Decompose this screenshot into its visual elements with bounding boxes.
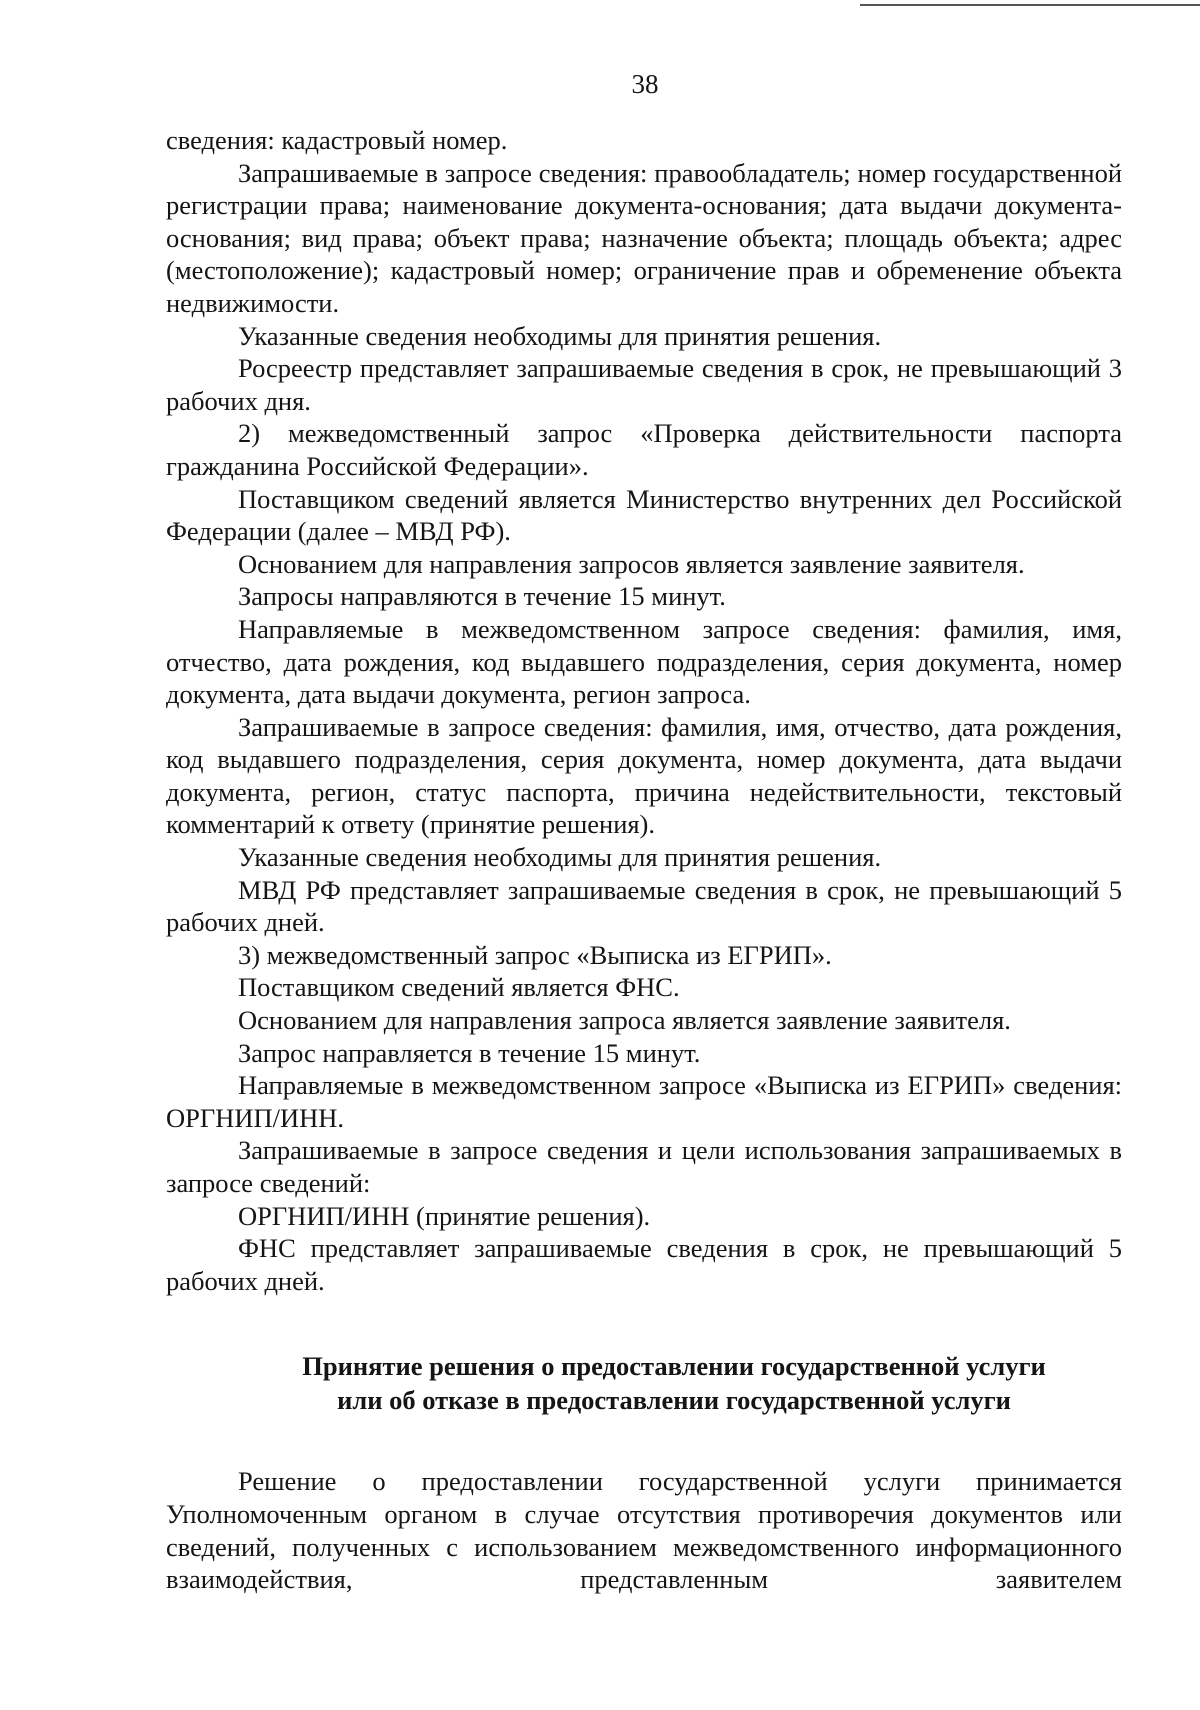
paragraph: Основанием для направления запроса является заявление заявителя. (238, 1005, 1011, 1036)
paragraph: Направляемые в межведомственном запросе сведения: фамилия, имя, отчество, дата рождения, код выдавшего подразделения, серия документа, номер документа, дата выдачи документа, регион запроса. (166, 613, 1122, 710)
paragraph: Запросы направляются в течение 15 минут. (238, 581, 726, 612)
paragraph: Указанные сведения необходимы для принятия решения. (238, 320, 882, 351)
paragraph: Росреестр представляет запрашиваемые сведения в срок, не превышающий 3 рабочих дня. (166, 353, 1122, 416)
page-number: 38 (631, 69, 659, 99)
paragraph: Запрашиваемые в запросе сведения: правообладатель; номер государственной регистрации права; наименование документа-основания; дата выдачи документа-основания; вид права; объект права; назначение объекта; площадь объекта; адрес (местоположение); кадастровый номер; ограничение прав и обременение объекта недвижимости. (166, 157, 1122, 318)
section-heading-line: Принятие решения о предоставлении государственной услуги (302, 1351, 1046, 1382)
paragraph: Запрашиваемые в запросе сведения: фамилия, имя, отчество, дата рождения, код выдавшего подразделения, серия документа, номер документа, дата выдачи документа, регион, статус паспорта, причина недействительности, текстовый комментарий к ответу (принятие решения). (166, 711, 1122, 840)
paragraph: Указанные сведения необходимы для принятия решения. (238, 842, 882, 873)
paragraph: ФНС представляет запрашиваемые сведения в срок, не превышающий 5 рабочих дней. (166, 1233, 1122, 1296)
paragraph: 3) межведомственный запрос «Выписка из ЕГРИП». (238, 939, 832, 970)
paragraph: сведения: кадастровый номер. (166, 125, 508, 155)
paragraph: Решение о предоставлении государственной услуги принимается Уполномоченным органом в случае отсутствия противоречия документов или сведений, полученных с использованием межведомственного информационного взаимодействия, представленным заявителем (166, 1466, 1122, 1595)
paragraph: Запрос направляется в течение 15 минут. (238, 1037, 701, 1068)
paragraph: Поставщиком сведений является ФНС. (238, 972, 680, 1003)
paragraph: 2) межведомственный запрос «Проверка действительности паспорта гражданина Российской Федерации». (166, 418, 1122, 481)
document-body (166, 124, 1122, 1596)
paragraph: Основанием для направления запросов является заявление заявителя. (238, 548, 1025, 579)
paragraph: МВД РФ представляет запрашиваемые сведения в срок, не превышающий 5 рабочих дней. (166, 874, 1122, 938)
top-edge-rule (860, 4, 1200, 6)
section-heading-line: или об отказе в предоставлении государственной услуги (337, 1385, 1011, 1416)
paragraph: Направляемые в межведомственном запросе «Выписка из ЕГРИП» сведения: ОРГНИП/ИНН. (166, 1070, 1122, 1133)
paragraph: Поставщиком сведений является Министерство внутренних дел Российской Федерации (далее – МВД РФ). (166, 483, 1122, 547)
paragraph: Запрашиваемые в запросе сведения и цели использования запрашиваемых в запросе сведений: (166, 1135, 1122, 1198)
paragraph: ОРГНИП/ИНН (принятие решения). (238, 1200, 651, 1231)
section-heading (166, 1349, 1122, 1417)
